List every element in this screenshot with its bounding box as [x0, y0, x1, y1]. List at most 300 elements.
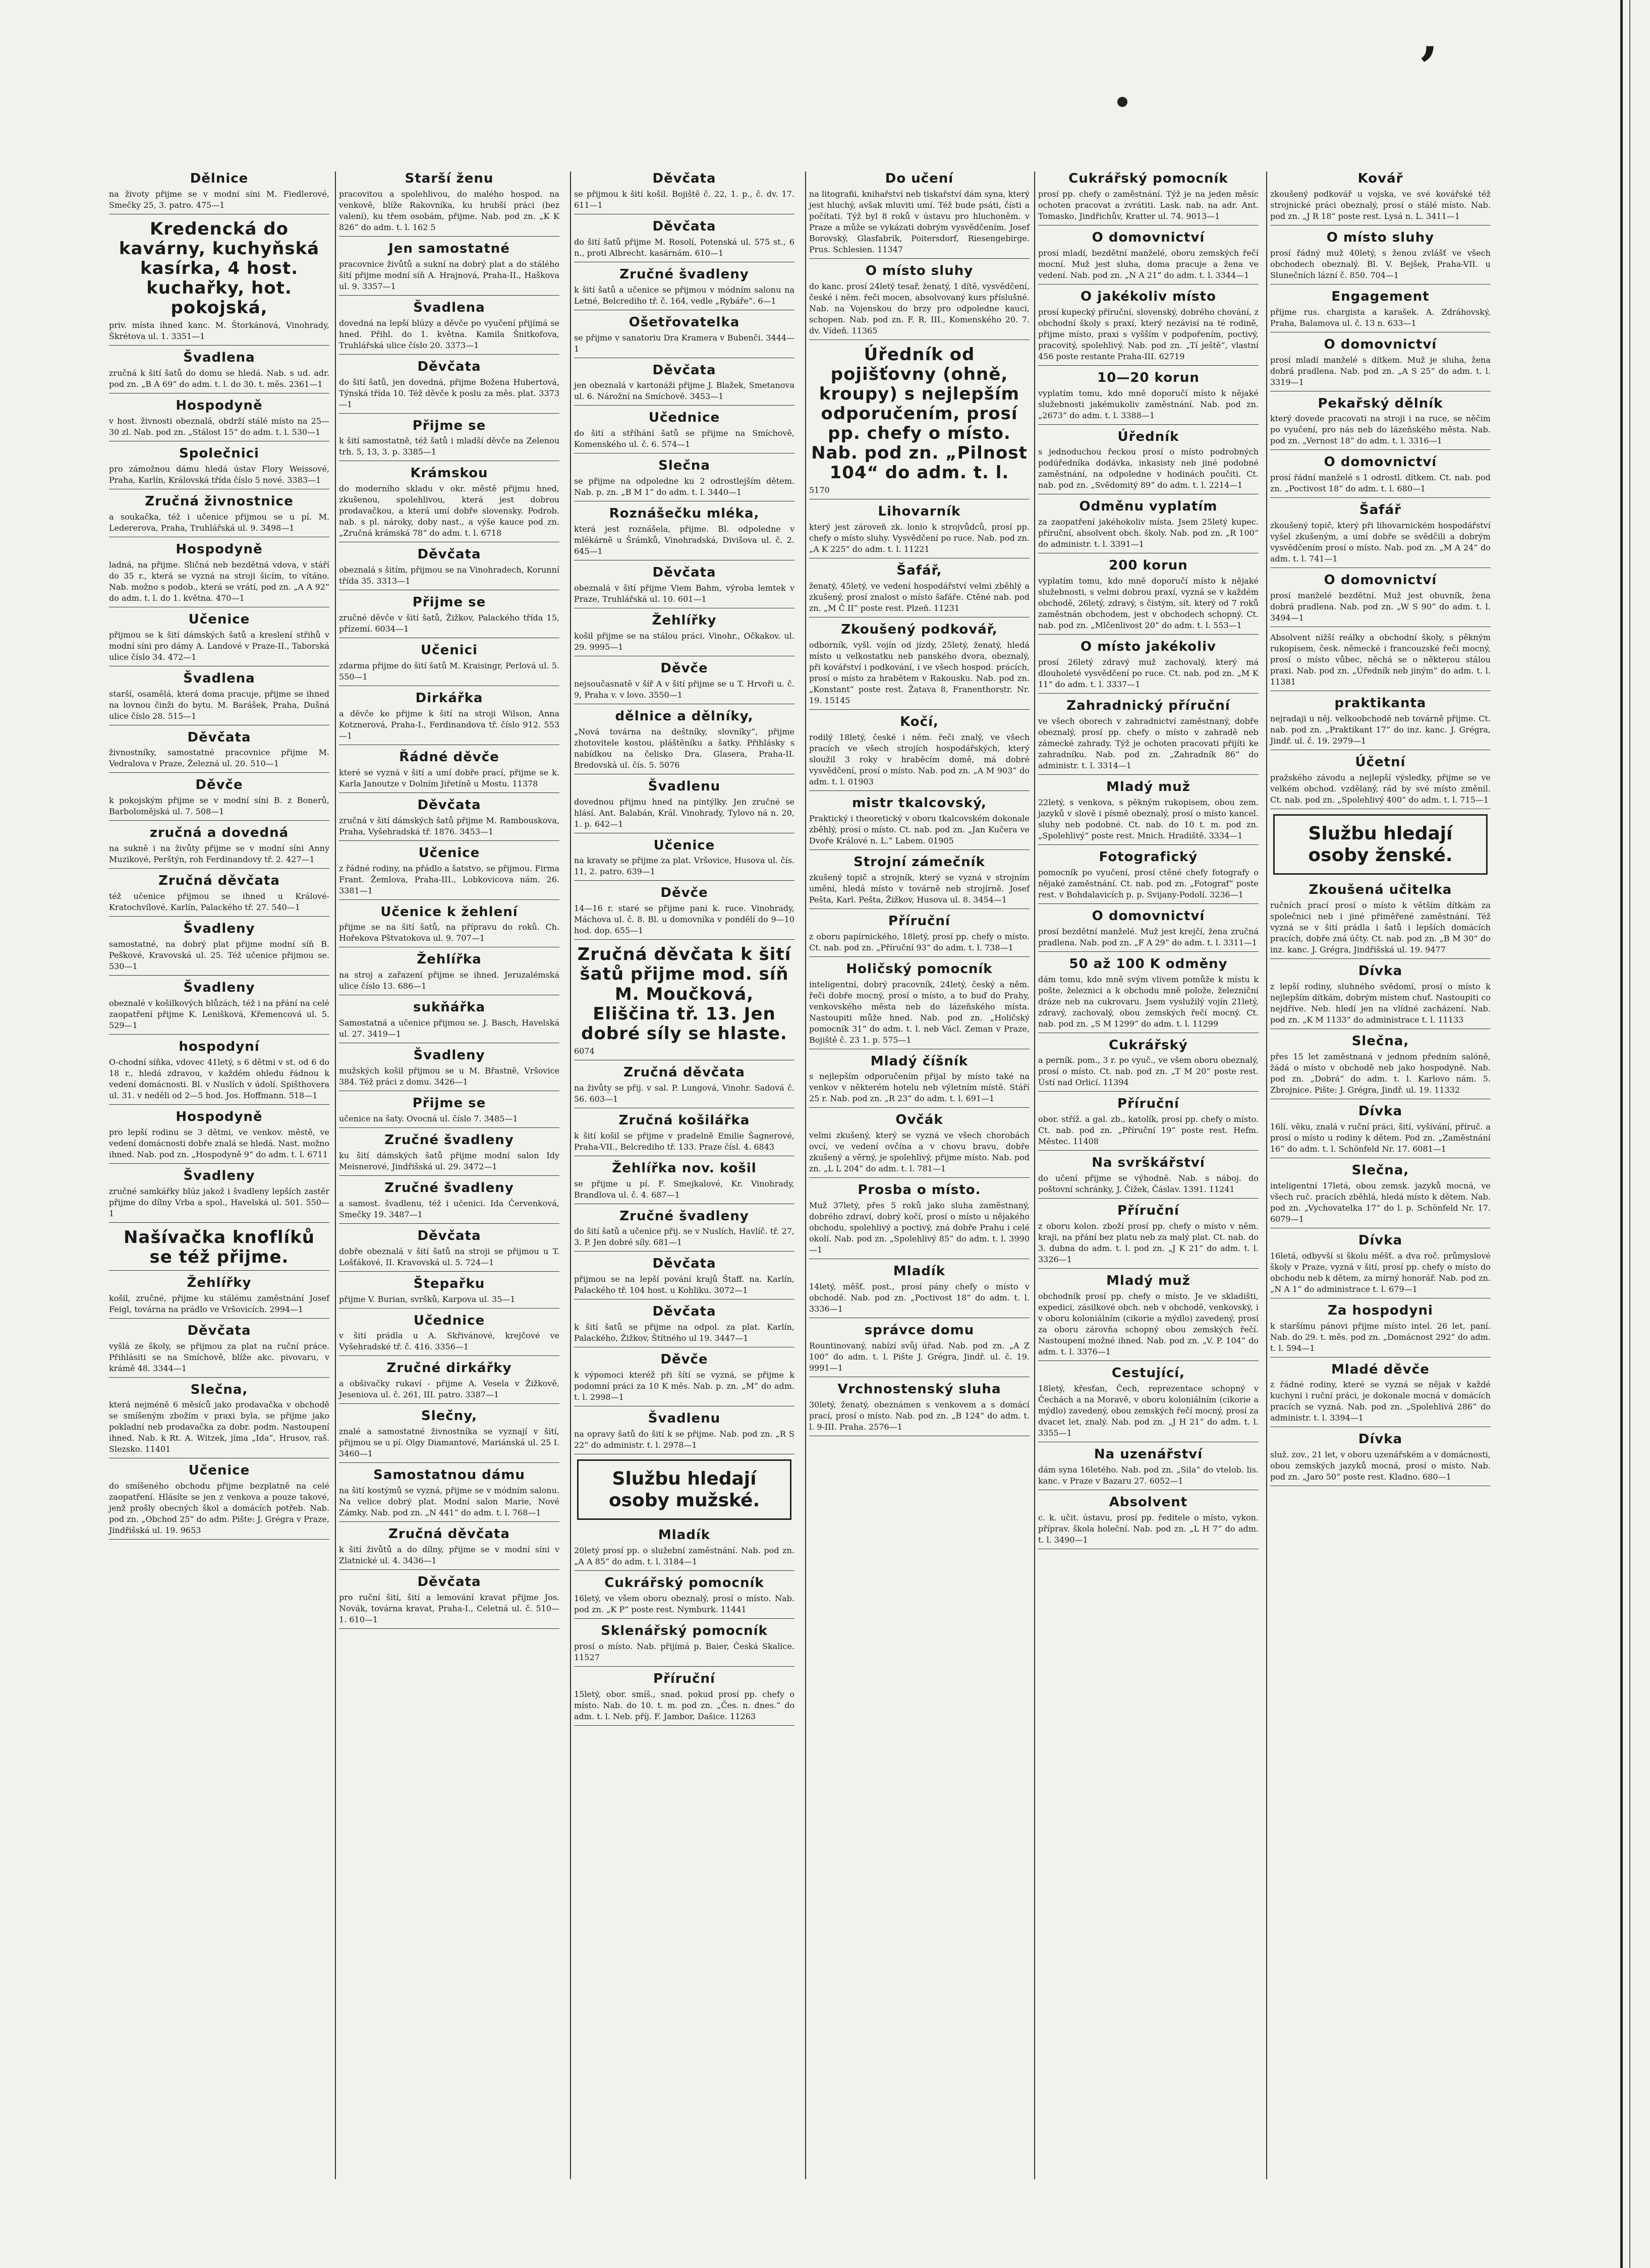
ad-title: Na uzenářství: [1094, 1446, 1203, 1462]
ad-text: k pokojským přijme se v modní síni B. z Bonerů, Barbolomějská ul. 7. 508—1: [109, 796, 329, 817]
ad-text: na opravy šatů do šití k se přijme. Nab. pod zn. „R S 22“ do administr. t. l. 2978—1: [574, 1429, 794, 1450]
ad-title: Přijme se: [412, 418, 486, 433]
classified-ad: [1270, 883, 1491, 959]
ad-title: Žehlířky: [187, 1275, 252, 1290]
ad-title: Dívka: [1358, 1103, 1403, 1119]
ad-separator: [1038, 1268, 1259, 1269]
ad-title: Děvče: [660, 660, 708, 676]
classified-ad: [339, 595, 559, 638]
ad-text: Praktický i theoretický v oboru tkalcovském dokonale zběhlý, prosí o místo. Ct. nab. pod zn. „Jan Kučera ve Dvoře Králové n. L.“ Labem. 01905: [809, 813, 1030, 845]
ad-text: se přijme v sanatoriu Dra Kramera v Bubenči. 3444—1: [574, 332, 794, 354]
ad-text: ladná, na přijme. Sličná neb bezdětná vdova, v stáří do 35 r., která se vyzná na stroji šicím, to vítáno. Nab. možno s podob., která se vrátí, pod zn. „A A 92“ do adm. t. l. do 1. května. 470—1: [109, 559, 329, 603]
ad-text: přijme V. Burian, svršků, Karpova ul. 35—1: [339, 1294, 516, 1304]
classified-ad: [109, 671, 329, 725]
ad-title: Roznášečku mléka,: [609, 506, 760, 522]
ad-title: dělnice a dělníky,: [615, 708, 754, 724]
ad-text: které se vyzná v šití a umí dobře prací, přijme se k. Karla Janoutze v Dolním Jiřetíně u Mostu. 11378: [339, 767, 559, 788]
ad-title: O domovnictví: [1324, 455, 1437, 470]
ad-text: O-chodní síňka, vdovec 41letý, s 6 dětmi v st. od 6 do 18 r., hledá zdravou, v každém ohledu řádnou k vedení domácnosti. Bl. v Nuslích v údolí. Spišthovera ul. 31. v neděli od 2—5 hod. Jos. Hoffmann. 518—1: [109, 1057, 329, 1100]
ad-separator: [109, 1222, 329, 1223]
ad-title: Účetní: [1355, 755, 1406, 770]
ad-separator: [109, 1377, 329, 1378]
column-rule: [570, 172, 571, 2179]
classified-ad: [574, 1672, 794, 1726]
classified-ad: [1038, 909, 1259, 952]
ad-text: starší, osamělá, která doma pracuje, přijme se ihned na lovnou činži do bytu. M. Barášek, Praha, Dušná ulice číslo 28. 515—1: [109, 689, 329, 721]
ad-title: Děvčata: [417, 547, 481, 562]
ad-separator: [339, 295, 559, 296]
ad-separator: [339, 792, 559, 793]
classified-ad: [574, 267, 794, 310]
ad-text: a perník. pom., 3 r. po vyuč., ve všem oboru obeznalý, prosí o místo. Ct. nab. pod zn. „T M 20“ poste rest. Ústí nad Orlicí. 11394: [1038, 1055, 1259, 1088]
ad-text: služ. zov., 21 let, v oboru uzenářském a v domácnosti, obou zemských jazyků mocná, prosí o místo. Nab. pod zn. „Jaro 50“ poste rest. Kladno. 680—1: [1270, 1450, 1491, 1482]
ad-separator: [1038, 424, 1259, 425]
ad-text: prosí pp. chefy o zaměstnání. Týž je na jeden měsíc ochoten pracovat a zvrátiti. Lask. nab. na adr. Ant. Tomasko, Jindřichův, Kratter ul. 74. 9013—1: [1038, 189, 1259, 221]
classified-ad: [809, 1264, 1030, 1318]
classified-ad: [1038, 1038, 1259, 1092]
ad-title: Učednice: [413, 1313, 485, 1328]
classified-ad: [1270, 573, 1491, 627]
ad-separator: [339, 899, 559, 900]
ad-text: nejsoučasnatě v šíř A v šití přijme se u T. Hrvoři u. č. 9, Praha v. v lovo. 3550—1: [574, 678, 794, 700]
classified-ad: [1270, 1432, 1491, 1486]
ad-separator: [1038, 284, 1259, 285]
ad-separator: [1038, 903, 1259, 904]
ad-title: Žehlířka nov. košil: [612, 1160, 757, 1176]
classified-ad: [339, 1277, 559, 1309]
ad-text: dobře obeznalá v šití šatů na stroji se přijmou u T. Lošťákové, II. Kravovská ul. 5. 724—1: [339, 1246, 559, 1267]
classified-ad: [109, 612, 329, 666]
ad-title: Absolvent: [1109, 1494, 1188, 1510]
classified-ad: [339, 419, 559, 462]
classified-ad: [339, 1361, 559, 1404]
classified-ad: [574, 363, 794, 406]
ad-title: Slečny,: [421, 1408, 477, 1424]
classified-ad: [339, 360, 559, 414]
ad-text: pro zámožnou dámu hledá ústav Flory Weissové, Praha, Karlín, Královská třída číslo 5 nové. 3383—1: [109, 464, 329, 485]
classified-ad: [339, 1000, 559, 1043]
ad-separator: [109, 1104, 329, 1105]
ad-text: na stroj a zařazení přijme se ihned. Jeruzalémská ulice číslo 13. 686—1: [339, 970, 559, 991]
ad-title: Zručná děvčata k šití šatů přijme mod. síň M. Moučková, Eliščina tř. 13. Jen dobré síly se hlaste.: [577, 944, 791, 1044]
ad-text: v šití prádla u A. Skřivánové, krejčové ve Vyšehradské tř. č. 416. 3356—1: [339, 1331, 559, 1352]
column-4: [807, 172, 1032, 2189]
ad-title: Děvče: [660, 885, 708, 901]
ad-title: Děvčata: [187, 1323, 251, 1338]
ad-text: dám syna 16letého. Nab. pod zn. „Sila“ do vtelob. lis. kanc. v Praze v Bazaru 27. 6052—1: [1038, 1464, 1259, 1486]
section-heading-box: Službu hledají osoby ženské.: [1273, 814, 1488, 875]
ad-title: Švadleny: [413, 1048, 485, 1063]
ad-text: prosí řádný muž 40letý, s ženou zvlášť ve všech obchodech obeznalý. Bl. V. Bejšek, Praha-VII. u Slunečních lázní č. 850. 704—1: [1270, 248, 1491, 280]
classified-ad: [1038, 430, 1259, 495]
ad-text: Samostatná a učenice přijmou se. J. Basch, Havelská ul. 27. 3419—1: [339, 1018, 559, 1039]
ad-separator: [574, 1618, 794, 1619]
ad-text: priv. místa ihned kanc. M. Štorkánová, Vinohrady, Škrétova ul. 1. 3351—1: [109, 320, 329, 342]
classified-ad: [1038, 1366, 1259, 1442]
classified-ad: [1270, 632, 1491, 691]
ad-title: Švadlena: [183, 350, 255, 366]
ad-text: ručních prací prosí o místo k větším dítkám za společnici neb i jiné přiměřené zaměstnání. Též vyzná se v šití prádla i šatů i lepších domácích pracích, dobře zná účty. Ct. nab. pod zn. „B M 30“ do inz. kanc. J. Grégra, Jindřišská ul. 19. 9477: [1270, 900, 1491, 955]
ad-separator: [109, 1034, 329, 1035]
classified-ad: [574, 1257, 794, 1299]
ad-text: přijme se na šití šatů, na přípravu do roků. Ch. Hořekova Pštvatokova ul. 9. 707—1: [339, 922, 559, 943]
classified-ad: [574, 565, 794, 608]
ad-text: do šití šatů přijme M. Rosolí, Potenská ul. 575 st., 6 n., proti Albrecht. kasárnám. 610—1: [574, 237, 794, 258]
ad-title: O domovnictví: [1324, 573, 1437, 588]
ad-separator: [1270, 958, 1491, 959]
ad-title: Šafář: [1359, 502, 1401, 518]
ad-text: která jest roznášela, přijme. Bl. odpoledne v mlékárně u Šrámků, Vinohradská, Divišova ul. č. 2. 645—1: [574, 524, 794, 556]
classified-ad: [574, 1528, 794, 1571]
ad-title: Cukrářský pomocník: [604, 1575, 764, 1591]
ad-title: Přijme se: [412, 1096, 486, 1111]
ad-text: obeznalé v košilkových blůzách, též i na přání na celé zaopatření přijme K. Lenišková, Křemencová ul. 5. 529—1: [109, 998, 329, 1030]
classified-ad: [1038, 172, 1259, 225]
ad-separator: [339, 1271, 559, 1272]
ad-title: Děvčata: [417, 797, 481, 813]
ad-text: zručná v šití dámských šatů přijme M. Rambouskova, Praha, Vyšehradská tř. 1876. 3453—1: [339, 815, 559, 836]
classified-ad: [339, 301, 559, 355]
classified-ad: [1270, 455, 1491, 498]
classified-ad: [339, 1527, 559, 1570]
classified-ad: [574, 661, 794, 704]
classified-ad: [339, 643, 559, 686]
ad-title: Učenice: [188, 611, 250, 627]
ad-title: Učenici: [421, 643, 478, 658]
ad-title: Děvčata: [652, 565, 716, 581]
classified-ad: [109, 351, 329, 393]
ad-separator: [1038, 693, 1259, 694]
classified-ad: [809, 345, 1030, 500]
ad-title: O domovnictví: [1092, 908, 1205, 924]
ad-text: pracovitou a spolehlivou, do malého hospod. na venkově, blíže Rakovníka, ku hrubší práci (bez valení), ku třem osobám, přijme. Nab. pod zn. „K K 826“ do adm. t. l. 162 5: [339, 189, 559, 232]
ad-title: Holičský pomocník: [846, 961, 993, 977]
ad-separator: [574, 1666, 794, 1667]
ad-separator: [109, 1163, 329, 1164]
ad-title: Starší ženu: [405, 172, 494, 186]
ad-text: dovednou přijmu hned na pintýlky. Jen zručné se hlásí. Ant. Balabán, Král. Vinohrady, Tylovo ná n. 20, 1. p. 642—1: [574, 797, 794, 829]
ad-text: Absolvent nižší reálky a obchodní školy, s pěkným rukopisem, česk. německé i francouzské řeči mocný, prosí o místo vůbec, něchá se o některou stálou praxi. Nab. pod zn. „Úředník neb jiným“ do adm. t. l. 11381: [1270, 633, 1491, 687]
ad-title: Hospodyně: [176, 541, 263, 557]
ad-text: 20letý prosí pp. o služební zaměstnání. Nab. pod zn. „A A 85“ do adm. t. l. 3184—1: [574, 1546, 794, 1567]
ad-text: prosí o místo. Nab. přijímá p. Baier, Česká Skalice. 11527: [574, 1641, 794, 1662]
ad-text: znalé a samostatné živnostníka se vyznají v šití, přijmou se u pí. Olgy Diamantové, Mariánská ul. 25 I. 3460—1: [339, 1427, 559, 1459]
ad-text: dám tomu, kdo mně svým vlivem pomůže k místu k pošte, železnici a k obchodu mně polože, železniční dráze neb na cukrovaru. Jsem vyslužilý vojín 21letý, zdravý, zachovalý, obou zemských řečí mocný. Ct. nab. pod zn. „S M 1299“ do adm. t. l. 11299: [1038, 974, 1259, 1029]
ad-title: Příruční: [653, 1671, 715, 1686]
classified-ad: [1038, 640, 1259, 694]
classified-ad: [339, 1181, 559, 1224]
classified-ad: [809, 914, 1030, 957]
ad-text: do kanc. prosí 24letý tesař, ženatý, 1 dítě, vysvědčení, české i něm. řeči mocen, absolvovaný kurs příslušné. Nab. na Vojenskou do brzy pro odpoledne kauci, schopen. Nab. pod zn. F. R. III., Komenského 20. 7. dv. Vídeň. 11365: [809, 281, 1030, 335]
classified-ad: [574, 613, 794, 656]
classified-ad: [809, 563, 1030, 617]
ad-text: prosí řádní manželé s 1 odrostl. dítkem. Ct. nab. pod zn. „Poctivost 18“ do adm. t. l. 680—1: [1270, 473, 1491, 494]
classified-ad: [109, 1169, 329, 1223]
ad-text: do smíšeného obchodu přijme bezplatně na celé zaopatření. Hlásíte se jen z venkova a pouze takové, jenž prošly obecných škol a domácích potřeb. Nab. pod zn. „Obchod 25“ do adm. Pište: J. Grégra v Praze, Jindřišská ul. 19. 9653: [109, 1481, 329, 1536]
ad-text: košil, zručné, přijme ku stálému zaměstnání Josef Feigl, továrna na prádlo ve Vršovicích. 2994—1: [109, 1293, 329, 1314]
ad-title: Učednice: [648, 410, 720, 426]
column-3: [572, 172, 796, 2189]
classified-ad: [1270, 1034, 1491, 1099]
ad-title: mistr tkalcovský,: [852, 796, 987, 811]
classified-ad: [1038, 1495, 1259, 1549]
ad-title: Příruční: [1117, 1203, 1179, 1219]
section-heading-box: Službu hledají osoby mužské.: [577, 1459, 791, 1520]
ad-title: Engagement: [1331, 289, 1430, 304]
ad-text: samostatné, na dobrý plat přijme modní síň B. Peškové, Kravovská ul. 25. Též učenice přijmou se. 530—1: [109, 939, 329, 972]
ad-separator: [109, 345, 329, 346]
ad-separator: [339, 1521, 559, 1522]
classified-ad: [339, 846, 559, 900]
ad-text: do učení přijme se výhodně. Nab. s náboj. do poštovní schránky, J. Čižek, Čáslav. 1391. 11241: [1038, 1173, 1259, 1195]
ad-title: Zručné švadleny: [384, 1180, 514, 1196]
classified-ad: [1270, 1303, 1491, 1357]
ad-text: z řádné rodiny, které se vyzná se nějak v každé kuchyni i ruční práci, je dokonale mocná v domácích pracích se vyzná. Nab. pod zn. „Spolehlivá 286“ do administr. t. l. 3394—1: [1270, 1380, 1491, 1423]
ad-text: „Nová továrna na deštníky, slovníky“, přijme zhotovitele kostou, pláštěníku a šatky. Přihlásky s nabídkou na čelisko Dra. Glasera, Praha-II. Bredovská ul. čís. 5. 5076: [574, 726, 794, 770]
classified-ad: [339, 466, 559, 542]
classified-ad: [339, 1409, 559, 1463]
ad-title: hospodyní: [179, 1039, 260, 1054]
ad-title: Mladý muž: [1106, 1273, 1190, 1289]
ad-text: se přijmou k šití košil. Bojiště č. 22, 1. p., č. dv. 17. 611—1: [574, 189, 794, 210]
ad-text: a samost. švadlenu, též i učenici. Ida Červenková, Smečky 19. 3487—1: [339, 1198, 559, 1219]
ad-title: O jakékoliv místo: [1080, 289, 1216, 304]
ad-title: Děvčata: [417, 1574, 481, 1590]
ad-text: 22letý, s venkova, s pěkným rukopisem, obou zem. jazyků v slově i písmě obeznalý, prosí o místo kancel. sluhy neb podobné. Ct. nab. do 10 t. m. pod zn. „Spolehlivý“ poste rest. Mnich. Hradiště. 3334—1: [1038, 797, 1259, 840]
ad-text: pro ruční šití, šití a lemování kravat přijme Jos. Novák, továrna kravat, Praha-I., Celetná ul. č. 510—1. 610—1: [339, 1592, 559, 1624]
ad-title: Zručné švadleny: [384, 1132, 514, 1148]
ad-text: do šití a stříhání šatů se přijme na Smíchově, Komenského ul. č. 6. 574—1: [574, 428, 794, 449]
ad-text: c. k. učit. ústavu, prosí pp. ředitele o místo, vykon. příprav. škola holeční. Nab. pod zn. „L H 7“ do adm. t. l. 3490—1: [1038, 1512, 1259, 1545]
ad-title: Zkoušený podkovář,: [841, 622, 998, 638]
ad-text: a soukačka, též i učenice přijmou se u pí. M. Ledererova, Praha, Truhlářská ul. 9. 3498—1: [109, 512, 329, 533]
ad-text: se přijme na odpoledne ku 2 odrostlejším dětem. Nab. p. zn. „B M 1“ do adm. t. l. 3440—1: [574, 476, 794, 497]
classified-ad: [809, 1382, 1030, 1436]
classified-ad: [574, 945, 794, 1060]
ad-text: se přijme u pí. F. Smejkalové, Kr. Vinohrady, Brandlova ul. č. 4. 687—1: [574, 1178, 794, 1200]
ad-text: živnostníky, samostatné pracovnice přijme M. Vedralova v Praze, Železná ul. 20. 510—1: [109, 748, 329, 769]
ad-separator: [1270, 284, 1491, 285]
ad-separator: [1270, 497, 1491, 498]
ad-text: který jest zároveň zk. lonio k strojvůdců, prosí pp. chefy o místo sluhy. Vysvědčení po ruce. Nab. pod zn. „A K 225“ do adm. t. l. 11221: [809, 522, 1030, 554]
ad-title: Mladý číšník: [870, 1053, 969, 1069]
ad-text: pro lepší rodinu se 3 dětmi, ve venkov. městě, ve vedení domácnosti dobře znalá se hledá. Nast. možno ihned. Nab. pod zn. „Hospodyně 9“ do adm. t. l. 6711: [109, 1127, 329, 1159]
classified-ad: [1038, 780, 1259, 845]
ad-separator: [574, 1570, 794, 1571]
ad-separator: [1038, 844, 1259, 845]
ad-text: inteligentní 17letá, obou zemsk. jazyků mocná, ve všech ruč. pracích zběhlá, hledá místo k dětem. Nab. pod zn. „Vychovatelka 17“ do l. p. Schönfeld Nr. 17. 6079—1: [1270, 1180, 1491, 1224]
ad-separator: [1038, 365, 1259, 366]
ad-text: prosí mladí, bezdětní manželé, oboru zemských řečí mocní. Muž jest sluha, doma pracuje a žena ve vedení. Nab. pod zn. „N A 21“ do adm. t. l. 3344—1: [1038, 248, 1259, 280]
classified-ad: [1038, 1274, 1259, 1361]
classified-ad: [574, 1209, 794, 1252]
ad-text: za zaopatření jakéhokoliv místa. Jsem 25letý kupec. příruční, absolvent obch. školy. Nab. pod zn. „R 100“ do administr. t. l. 3391—1: [1038, 517, 1259, 549]
classified-ad: [1270, 503, 1491, 568]
ad-title: Vrchnostenský sluha: [837, 1382, 1001, 1397]
ad-title: Učenice: [188, 1463, 250, 1479]
ad-title: Odměnu vyplatím: [1079, 499, 1218, 515]
ad-text: na šití kostýmů se vyzná, přijme se v módním salonu. Na velice dobrý plat. Modní salon Marie, Nové Zámky. Nab. pod zn. „N 441“ do adm. t. l. 768—1: [339, 1486, 559, 1518]
ad-separator: [1038, 634, 1259, 635]
classified-ad: [109, 1276, 329, 1319]
classified-ad: [339, 1468, 559, 1522]
classified-ad: [574, 219, 794, 262]
ad-separator: [809, 790, 1030, 791]
classified-ad: [1270, 755, 1491, 809]
ad-separator: [339, 840, 559, 841]
ad-title: Dělnice: [190, 172, 249, 186]
ad-title: Cestující,: [1111, 1366, 1185, 1381]
page-edge-line: [1620, 0, 1623, 2268]
ad-text: pražského závodu a nejlepší výsledky, přijme se ve velkém obchod. vzdělaný, rád by své místo změnil. Ct. nab. pod zn. „Spolehlivý 400“ do adm. t. l. 715—1: [1270, 772, 1491, 805]
ad-text: a děvče ke přijme k šití na stroji Wilson, Anna Kotznerová, Praha-I., Ferdinandova tř. číslo 912. 553—1: [339, 708, 559, 741]
classified-ad: [1270, 1163, 1491, 1228]
ad-text: z oboru papírnického, 18letý, prosí pp. chefy o místo. Ct. nab. pod zn. „Příruční 93“ do adm. t. l. 738—1: [809, 931, 1030, 952]
ad-text: přijmou se na lepší pování krajů Štaff. na. Karlín, Palackého tř. 104 host. u Kohliku. 3072—1: [574, 1274, 794, 1295]
classified-ad: [339, 1575, 559, 1629]
classified-ad: [1270, 964, 1491, 1029]
ad-text: mužských košil přijmou se u M. Břastně, Vršovice 384. Též práci z domu. 3426—1: [339, 1066, 559, 1087]
ad-title: Šafář,: [896, 563, 942, 579]
ad-title: Zkoušená učitelka: [1308, 882, 1452, 898]
classified-ad: [809, 796, 1030, 850]
ad-text: prosí manželé bezdětní. Muž jest obuvník, žena dobrá pradlena. Nab. pod zn. „W S 90“ do adm. t. l. 3494—1: [1270, 591, 1491, 623]
ad-title: Dirkářka: [415, 691, 483, 706]
ad-separator: [109, 916, 329, 917]
classified-ad: [339, 952, 559, 995]
ad-text: v host. živnosti obeznalá, obdrží stálé místo na 25—30 zl. Nab. pod zn. „Stálost 15“ do adm. t. l. 530—1: [109, 416, 329, 437]
ad-title: Příruční: [1117, 1096, 1179, 1112]
page-edge-line-secondary: [1629, 0, 1630, 2268]
ad-separator: [339, 1175, 559, 1176]
ad-title: Hospodyně: [176, 1109, 263, 1124]
ad-title: Děvčata: [652, 1256, 716, 1272]
ad-text: dovedná na lepší blúzy a děvče po vyučení přijímá se hned. Přihl. do 1. května. Kamila Šnitkofova, Truhlářská ulice číslo 20. 3373—1: [339, 318, 559, 350]
ad-separator: [109, 772, 329, 773]
classified-ad: [574, 838, 794, 881]
ad-title: Lihovarník: [878, 504, 961, 520]
ad-text: prosí kupecký příruční, slovenský, dobrého chování, z obchodní školy s praxí, který nezávisí na té rodině, přijme místo, praxi s vyšším v podpořením, poctivý, pracovitý, spolehlivý. Nab. pod zn. „Tí ještě“, vlastní 456 poste restante Praha-III. 62719: [1038, 307, 1259, 361]
ad-title: Kočí,: [900, 714, 939, 730]
ad-title: Zručná děvčata: [388, 1526, 510, 1542]
ad-text: odborník, vyšl. vojín od jízdy, 25letý, ženatý, hledá místo u velkostatku neb panského dvora, obeznalý, při kovářství i podkování, i ve všech hospod. prácích, prosí o místo za hrabětem v Rakousku. Nab. pod zn. „Konstant“ poste rest. Žatava 8, Franenthorstr. Nr. 19. 15145: [809, 640, 1030, 706]
classified-ad: [809, 504, 1030, 558]
ad-text: rodilý 18letý, české i něm. řeči znalý, ve všech pracích ve všech strojích hospodářských, který sloužil 3 roky v hraběcím domě, má dobré vysvědčení, prosí o místo. Nab. pod zn. „A M 903“ do adm. t. l. 01903: [809, 732, 1030, 786]
ad-title: Slečna,: [190, 1382, 248, 1397]
classified-ad: [339, 1314, 559, 1356]
ink-dot: [1117, 97, 1127, 107]
classified-ad: [339, 1096, 559, 1128]
ad-separator: [339, 236, 559, 237]
ad-text: k šití živůtů a do dílny, přijme se v modní síni v Zlatnické ul. 4. 3436—1: [339, 1545, 559, 1566]
classified-ad: [574, 1305, 794, 1347]
classified-ad: [109, 399, 329, 441]
ad-separator: [339, 1308, 559, 1309]
ad-title: Samostatnou dámu: [373, 1467, 525, 1483]
classified-ad: [109, 1110, 329, 1164]
ad-title: Prosba o místo.: [858, 1182, 981, 1198]
ad-separator: [109, 1539, 329, 1540]
ad-title: Pekařský dělník: [1318, 395, 1443, 411]
classified-ad: [339, 1133, 559, 1176]
ad-text: k staršímu pánovi přijme místo intel. 26 let, paní. Nab. do 29. t. měs. pod zn. „Domácnost 292“ do adm. t. l. 594—1: [1270, 1321, 1491, 1353]
classified-ad: [809, 855, 1030, 909]
ad-text: inteligentní, dobrý pracovník, 24letý, český a něm. řeči dobře mocný, prosí o místo, a to buď do Prahy, venkovského města neb do lázeňského místa. Nastoupiti může hned. Nab. pod zn. „Holičský pomocník 31“ do adm. t. l. neb Václ. Zeman v Praze, Bojiště č. 23 1. p. 575—1: [809, 979, 1030, 1045]
classified-ad: [1038, 371, 1259, 425]
classified-ad: [574, 1624, 794, 1667]
ad-title: praktikanta: [1334, 696, 1427, 711]
ad-separator: [339, 1403, 559, 1404]
classified-ad: [109, 172, 329, 214]
ad-title: O domovnictví: [1092, 230, 1205, 245]
ad-text: který dovede pracovati na stroji i na ruce, se něčim po vyučení, pro nás neb do lázeňského města. Nab. pod zn. „Vernost 18“ do adm. t. l. 3316—1: [1270, 414, 1491, 446]
ad-text: 14letý, měšť. post., prosí pány chefy o místo v obchodě. Nab. pod zn. „Poctivost 18“ do adm. t. l. 3336—1: [809, 1282, 1030, 1314]
ad-text: pomocník po vyučení, prosí ctěné chefy fotografy o nějaké zaměstnání. Ct. nab. pod zn. „Fotograf“ poste rest. v Bohdalavicích p. p. Svijany-Podolí. 3236—1: [1038, 867, 1259, 899]
ad-text: do šití šatů a učenice přij. se v Nuslích, Havlíč. tř. 27, 3. P. Jen dobré síly. 681—1: [574, 1226, 794, 1248]
ad-title: zručná a dovedná: [149, 825, 289, 841]
ad-separator: [574, 405, 794, 406]
classified-ad: [809, 264, 1030, 340]
classified-ad: [1038, 1097, 1259, 1151]
ad-title: 50 až 100 K odměny: [1069, 956, 1228, 972]
classified-ad: [339, 547, 559, 590]
ad-text: učenice na šaty. Ovocná ul. číslo 7. 3485—1: [339, 1114, 518, 1124]
ad-title: Zručná košilářka: [618, 1112, 750, 1128]
ad-separator: [1038, 1198, 1259, 1199]
ad-title: Do učení: [885, 172, 954, 186]
classified-ad: [1038, 699, 1259, 775]
classified-ad: [809, 1183, 1030, 1259]
ad-title: Našívačka knoflíků se též přijme.: [123, 1227, 315, 1267]
classified-ad: [809, 622, 1030, 710]
ad-text: prosí bezdětní manželé. Muž jest krejčí, žena zručná pradlena. Nab. pod zn. „F A 29“ do adm. t. l. 3311—1: [1038, 926, 1259, 947]
classified-ad: [574, 1113, 794, 1156]
column-rule: [1266, 172, 1267, 2179]
ad-title: Slečna,: [1351, 1034, 1409, 1049]
classified-ad: [574, 1352, 794, 1406]
ad-title: Učenice: [418, 845, 480, 861]
classified-ad: [1038, 1204, 1259, 1269]
ad-text: obeznalá v šití přijme Viem Bahm, výroba lemtek v Praze, Truhlářská ul. 10. 601—1: [574, 583, 794, 604]
ad-separator: [339, 354, 559, 355]
ad-separator: [1270, 449, 1491, 450]
ad-text: 18letý, křesťan, Čech, reprezentace schopný v Čechách a na Moravě, v oboru koloniálním (cikorie a mýdlo) zavedený, obou zemských řečí mocný, prosí za dvacet let, znalý. Nab. pod zn. „J H 21“ do adm. t. l. 3355—1: [1038, 1383, 1259, 1438]
classified-ad: [109, 542, 329, 607]
classified-ad: [109, 1228, 329, 1271]
ad-text: ženatý, 45letý, ve vedení hospodářství velmi zběhlý a zkušený, prosí znalost o místo šafáře. Ctěné nab. pod zn. „M Č II“ poste rest. Plzeň. 11231: [809, 581, 1030, 613]
ad-text: k šití košil se přijme v pradelně Emilie Šagnerové, Praha-VII., Belcrediho tř. 133. Praze čísl. 4. 6843: [574, 1130, 794, 1152]
ad-title: Společnici: [179, 446, 259, 462]
classified-ad: [1038, 558, 1259, 635]
ad-title: Žehlířka: [417, 952, 482, 968]
classified-ad: [109, 219, 329, 346]
classified-ad: [1270, 1104, 1491, 1158]
ad-title: Zručná živnostnice: [145, 494, 294, 509]
ad-title: O místo jakékoliv: [1080, 639, 1216, 655]
classified-ad: [339, 1229, 559, 1272]
ad-text: k výpomoci kteréž při šítí se vyzná, se přijme k podomní práci za 10 K měs. Nab. p. zn. „M“ do adm. t. l. 2998—1: [574, 1370, 794, 1402]
ad-separator: [109, 820, 329, 821]
ad-title: Děvčata: [652, 362, 716, 378]
classified-ad: [574, 459, 794, 501]
ad-title: 200 korun: [1109, 558, 1188, 574]
ad-title: Fotografický: [1099, 849, 1198, 865]
ad-title: Švadleny: [183, 1168, 255, 1183]
ad-text: zkoušený topič, který při lihovarnickém hospodářství vyšel zkušeným, a umí dobře se svědčili a dobrým vysvědčením prosí o místo. Nab. pod zn. „M A 24“ do adm. t. l. 741—1: [1270, 521, 1491, 564]
classified-ad: [109, 922, 329, 976]
ad-title: Mladík: [658, 1527, 711, 1543]
classified-ad: [574, 1065, 794, 1108]
